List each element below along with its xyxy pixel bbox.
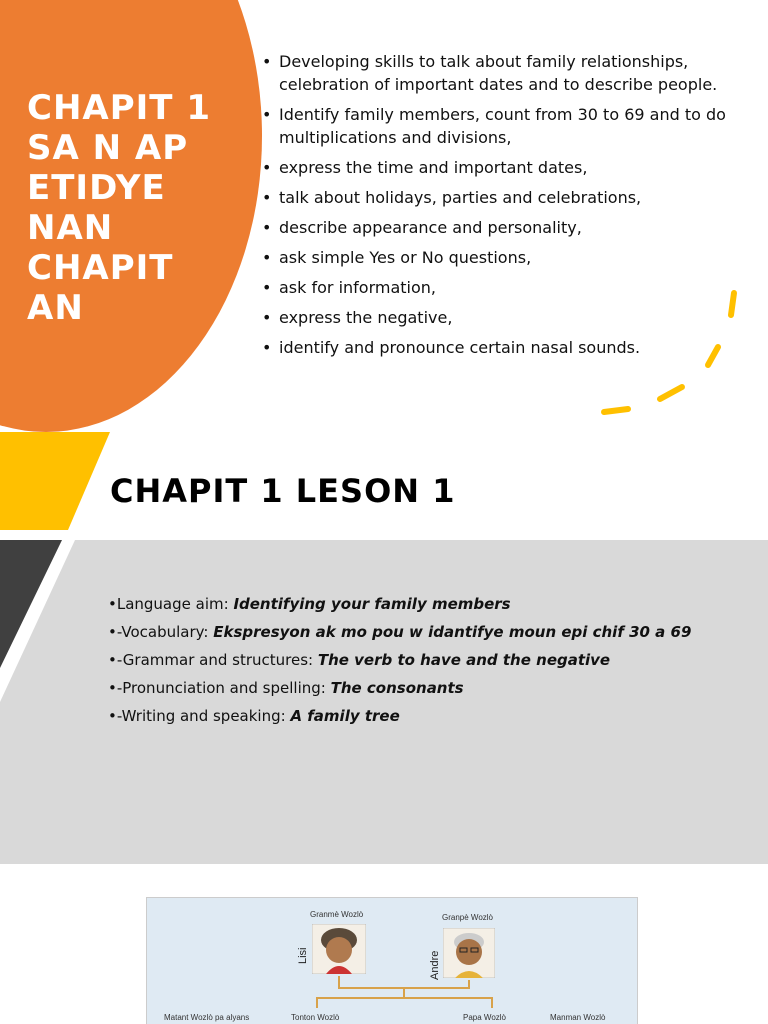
grandfather-name: Andre bbox=[429, 950, 441, 980]
slide-2-side-decoration bbox=[0, 432, 120, 864]
tree-connector-lines bbox=[147, 898, 637, 1024]
grandfather-label: Granpè Wozlò bbox=[442, 913, 493, 922]
slide-1 bbox=[0, 0, 768, 432]
objective-item: • ask for information, bbox=[262, 276, 742, 299]
objective-item: • express the negative, bbox=[262, 306, 742, 329]
objective-item: • express the time and important dates, bbox=[262, 156, 742, 179]
lesson-title: CHAPIT 1 LESON 1 bbox=[110, 472, 456, 510]
title-line: AN bbox=[27, 288, 84, 328]
uncle-label: Tonton Wozlò bbox=[291, 1013, 340, 1022]
title-line: SA N AP bbox=[27, 128, 189, 168]
lesson-detail-item: •-Pronunciation and spelling: The consonants bbox=[108, 679, 464, 697]
decorative-dashed-arc bbox=[590, 285, 750, 425]
grandmother-name: Lisi bbox=[297, 947, 309, 964]
objective-item: • identify and pronounce certain nasal sounds. bbox=[262, 336, 742, 359]
family-tree-image bbox=[146, 897, 638, 1024]
title-line: CHAPIT bbox=[27, 248, 174, 288]
objective-item: • describe appearance and personality, bbox=[262, 216, 742, 239]
slide-3 bbox=[0, 864, 768, 1024]
title-line: NAN bbox=[27, 208, 114, 248]
slide-2 bbox=[0, 432, 768, 864]
aunt-label: Matant Wozlò pa alyans bbox=[164, 1013, 250, 1022]
objective-item: • Developing skills to talk about family relationships, celebration of important dates and to describe people. bbox=[262, 50, 742, 96]
lesson-detail-item: •Language aim: Identifying your family members bbox=[108, 595, 511, 613]
grandmother-label: Granmè Wozlò bbox=[310, 910, 364, 919]
mother-label: Manman Wozlò bbox=[550, 1013, 606, 1022]
lesson-details-list bbox=[108, 594, 748, 734]
lesson-detail-item: •-Writing and speaking: A family tree bbox=[108, 707, 400, 725]
objective-item: • talk about holidays, parties and celebrations, bbox=[262, 186, 742, 209]
slide-1-title bbox=[27, 88, 247, 328]
title-line: CHAPIT 1 bbox=[27, 88, 211, 128]
lesson-detail-item: •-Grammar and structures: The verb to have and the negative bbox=[108, 651, 611, 669]
title-line: ETIDYE bbox=[27, 168, 166, 208]
objective-item: • ask simple Yes or No questions, bbox=[262, 246, 742, 269]
father-label: Papa Wozlò bbox=[463, 1013, 506, 1022]
objective-item: • Identify family members, count from 30 to 69 and to do multiplications and divisions, bbox=[262, 103, 742, 149]
lesson-detail-item: •-Vocabulary: Ekspresyon ak mo pou w idantifye moun epi chif 30 a 69 bbox=[108, 623, 692, 641]
